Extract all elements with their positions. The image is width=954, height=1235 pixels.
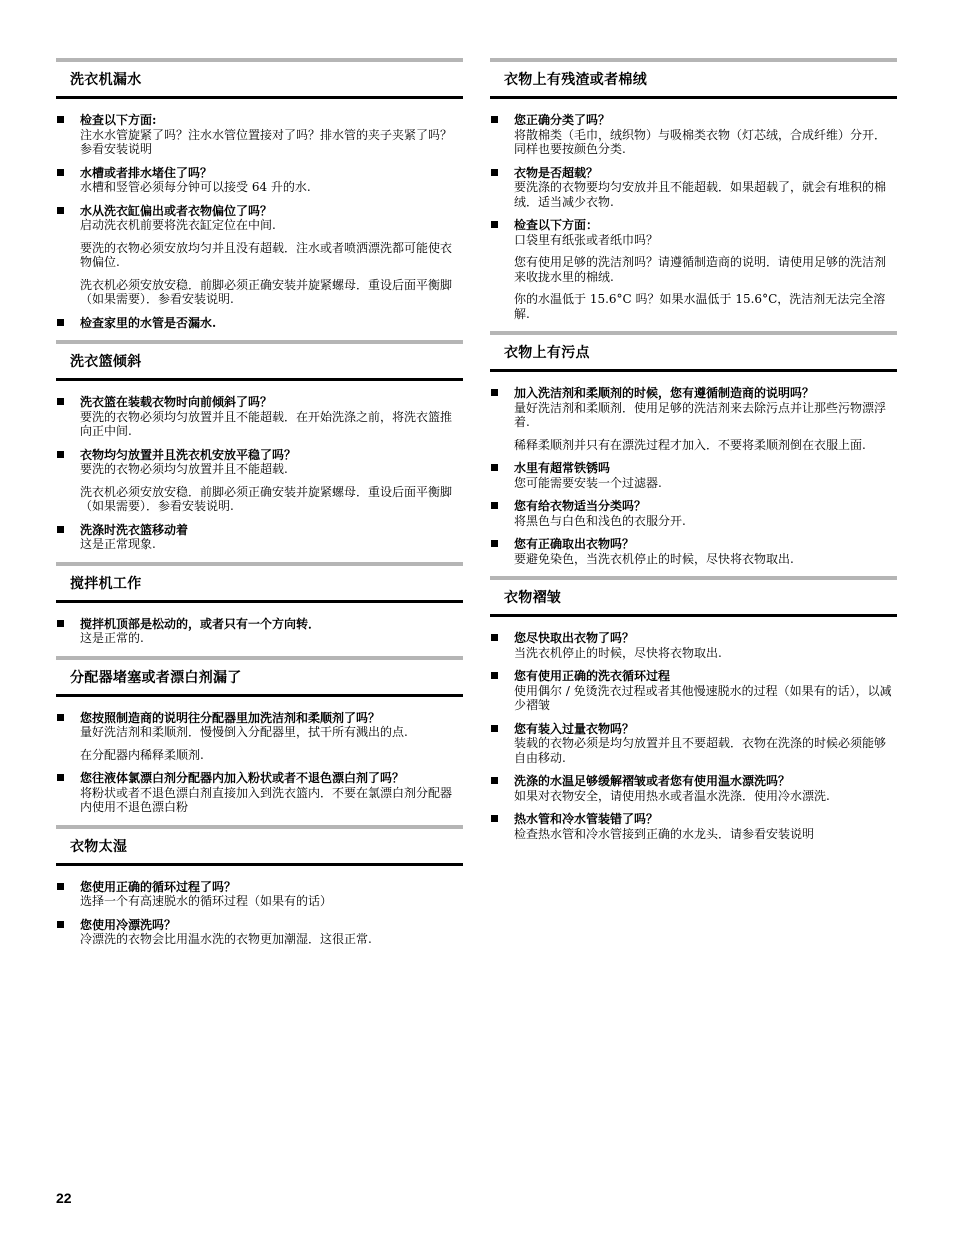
square-bullet-icon <box>491 502 498 509</box>
item-answer: 口袋里有纸张或者纸巾吗？ <box>514 232 659 247</box>
item-question: 您往液体氯漂白剂分配器内加入粉状或者不退色漂白剂了吗？ <box>80 771 405 785</box>
section-title: 搅拌机工作 <box>70 575 142 592</box>
square-bullet-icon <box>491 815 498 822</box>
section-header <box>56 58 463 99</box>
troubleshooting-section <box>56 340 463 552</box>
square-bullet-icon <box>491 389 498 396</box>
square-bullet-icon <box>491 725 498 732</box>
list-item <box>490 631 897 660</box>
item-answer: 冷漂洗的衣物会比用温水洗的衣物更加潮湿．这很正常. <box>80 932 372 946</box>
item-question: 水从洗衣缸偏出或者衣物偏位了吗？ <box>80 203 273 218</box>
item-question: 您按照制造商的说明往分配器里加洗洁剂和柔顺剂了吗？ <box>80 710 381 725</box>
item-question: 加入洗洁剂和柔顺剂的时候，您有遵循制造商的说明吗？ <box>514 386 815 400</box>
list-item <box>56 316 463 331</box>
item-answer: 洗衣机必须安放安稳．前脚必须正确安装并旋紧螺母．重设后面平衡脚（如果需要）．参看安装说明. <box>80 277 453 306</box>
item-answer: 稀释柔顺剂并只有在漂洗过程才加入．不要将柔顺剂倒在衣服上面. <box>514 437 866 452</box>
item-question: 您使用冷漂洗吗？ <box>80 917 177 932</box>
troubleshooting-section <box>56 825 463 947</box>
list-item <box>56 113 463 157</box>
list-item <box>56 204 463 307</box>
section-header <box>490 58 897 99</box>
item-answer: 这是正常的. <box>80 631 144 645</box>
list-item <box>56 395 463 439</box>
list-item <box>56 771 463 815</box>
list-item <box>490 812 897 841</box>
section-title: 衣物上有残渣或者棉绒 <box>504 72 647 88</box>
item-question: 洗衣篮在装载衣物时向前倾斜了吗？ <box>80 395 273 409</box>
square-bullet-icon <box>57 116 64 123</box>
section-header <box>56 656 463 697</box>
item-answer: 将黑色与白色和浅色的衣服分开. <box>514 513 686 528</box>
square-bullet-icon <box>57 319 64 326</box>
list-item <box>490 218 897 321</box>
left-column <box>56 58 463 957</box>
item-question: 热水管和冷水管装错了吗？ <box>514 812 659 826</box>
square-bullet-icon <box>491 672 498 679</box>
item-answer: 您可能需要安装一个过滤器. <box>514 475 662 490</box>
item-answer: 启动洗衣机前要将洗衣缸定位在中间. <box>80 218 276 232</box>
item-answer: 量好洗洁剂和柔顺剂．慢慢倒入分配器里，拭干所有溅出的点. <box>80 725 408 739</box>
section-header <box>56 340 463 381</box>
item-answer: 当洗衣机停止的时候，尽快将衣物取出. <box>514 645 722 660</box>
list-item <box>490 386 897 452</box>
list-item <box>490 113 897 157</box>
troubleshooting-section <box>56 656 463 815</box>
item-answer: 要避免染色，当洗衣机停止的时候，尽快将衣物取出. <box>514 551 794 566</box>
item-answer: 要洗的衣物必须均匀放置并且不能超载. <box>80 462 288 476</box>
square-bullet-icon <box>57 714 64 721</box>
item-answer: 要洗的衣物必须安放均匀并且没有超载．注水或者喷洒漂洗都可能使衣物偏位. <box>80 240 453 269</box>
item-answer: 要洗涤的衣物要均匀安放并且不能超载．如果超载了，就会有堆积的棉绒．适当减少衣物. <box>514 180 887 209</box>
item-question: 您使用正确的循环过程了吗？ <box>80 879 237 894</box>
right-column <box>490 58 897 851</box>
section-title: 洗衣篮倾斜 <box>70 354 142 370</box>
page-number: 22 <box>56 1190 72 1206</box>
square-bullet-icon <box>57 169 64 176</box>
section-title: 衣物太湿 <box>70 838 128 855</box>
item-question: 水里有超常铁锈吗 <box>514 461 611 475</box>
section-header <box>56 825 463 866</box>
square-bullet-icon <box>57 207 64 214</box>
item-answer: 将粉状或者不退色漂白剂直接加入到洗衣篮内．不要在氯漂白剂分配器内使用不退色漂白粉 <box>80 785 453 814</box>
square-bullet-icon <box>491 464 498 471</box>
item-answer: 您有使用足够的洗洁剂吗？请遵循制造商的说明．请使用足够的洗洁剂来收拢水里的棉绒. <box>514 255 887 284</box>
section-title: 分配器堵塞或者漂白剂漏了 <box>70 669 242 686</box>
item-answer: 量好洗洁剂和柔顺剂．使用足够的洗洁剂来去除污点并让那些污物漂浮着. <box>514 400 887 429</box>
item-question: 您有给衣物适当分类吗？ <box>514 499 647 513</box>
item-question: 搅拌机顶部是松动的，或者只有一个方向转． <box>80 616 321 631</box>
item-question: 您有使用正确的洗衣循环过程 <box>514 669 671 683</box>
square-bullet-icon <box>57 620 64 627</box>
list-item <box>490 499 897 528</box>
list-item <box>56 523 463 552</box>
item-answer: 如果对衣物安全，请使用热水或者温水洗涤．使用冷水漂洗. <box>514 788 830 803</box>
item-answer: 洗衣机必须安放安稳．前脚必须正确安装并旋紧螺母．重设后面平衡脚（如果需要）．参看安装说明. <box>80 484 453 513</box>
item-answer: 选择一个有高速脱水的循环过程（如果有的话） <box>80 894 333 908</box>
troubleshooting-section <box>56 58 463 330</box>
troubleshooting-section <box>56 562 463 646</box>
item-question: 您正确分类了吗？ <box>514 113 611 127</box>
square-bullet-icon <box>491 221 498 228</box>
list-item <box>490 461 897 490</box>
section-header <box>490 331 897 372</box>
square-bullet-icon <box>57 451 64 458</box>
square-bullet-icon <box>491 169 498 176</box>
item-answer: 水槽和竖管必须每分钟可以接受 64 升的水. <box>80 180 311 194</box>
section-header <box>56 562 463 603</box>
item-answer: 使用偶尔 / 免烫洗衣过程或者其他慢速脱水的过程（如果有的话），以减少褶皱 <box>514 683 892 712</box>
square-bullet-icon <box>57 526 64 533</box>
list-item <box>56 448 463 514</box>
list-item <box>56 711 463 763</box>
section-title: 衣物褶皱 <box>504 590 562 606</box>
list-item <box>490 722 897 766</box>
list-item <box>56 166 463 195</box>
list-item <box>56 918 463 947</box>
item-answer: 将散棉类（毛巾，绒织物）与吸棉类衣物（灯芯绒，合成纤维）分开．同样也要按颜色分类. <box>514 127 887 156</box>
item-question: 水槽或者排水堵住了吗？ <box>80 165 213 180</box>
item-question: 您尽快取出衣物了吗？ <box>514 631 635 645</box>
item-question: 检查以下方面: <box>80 113 157 127</box>
item-question: 您有装入过量衣物吗？ <box>514 721 635 736</box>
square-bullet-icon <box>57 921 64 928</box>
list-item <box>490 669 897 713</box>
troubleshooting-section <box>490 58 897 321</box>
item-question: 洗涤的水温足够缓解褶皱或者您有使用温水漂洗吗？ <box>514 774 791 788</box>
square-bullet-icon <box>491 116 498 123</box>
item-question: 洗涤时洗衣篮移动着 <box>80 522 189 537</box>
item-answer: 这是正常现象. <box>80 537 156 551</box>
list-item <box>490 537 897 566</box>
troubleshooting-section <box>490 576 897 841</box>
list-item <box>56 617 463 646</box>
item-question: 检查以下方面： <box>514 218 599 232</box>
list-item <box>490 166 897 210</box>
square-bullet-icon <box>491 634 498 641</box>
item-question: 检查家里的水管是否漏水. <box>80 315 217 330</box>
item-question: 您有正确取出衣物吗？ <box>514 537 635 551</box>
square-bullet-icon <box>57 774 64 781</box>
square-bullet-icon <box>57 398 64 405</box>
square-bullet-icon <box>57 883 64 890</box>
troubleshooting-section <box>490 331 897 566</box>
item-answer: 注水水管旋紧了吗？注水水管位置接对了吗？排水管的夹子夹紧了吗？参看安装说明 <box>80 127 453 156</box>
item-answer: 在分配器内稀释柔顺剂. <box>80 747 204 762</box>
item-answer: 要洗的衣物必须均匀放置并且不能超载．在开始洗涤之前，将洗衣篮推向正中间. <box>80 409 453 438</box>
section-title: 衣物上有污点 <box>504 345 590 361</box>
section-title: 洗衣机漏水 <box>70 72 142 88</box>
list-item <box>56 880 463 909</box>
square-bullet-icon <box>491 777 498 784</box>
list-item <box>490 774 897 803</box>
item-answer: 你的水温低于 15.6°C 吗？如果水温低于 15.6°C，洗洁剂无法完全溶解. <box>514 292 886 321</box>
section-header <box>490 576 897 617</box>
item-question: 衣物是否超载？ <box>514 165 599 180</box>
square-bullet-icon <box>491 540 498 547</box>
item-question: 衣物均匀放置并且洗衣机安放平稳了吗？ <box>80 447 297 462</box>
item-answer: 检查热水管和冷水管接到正确的水龙头．请参看安装说明 <box>514 826 815 841</box>
item-answer: 装载的衣物必须是均匀放置并且不要超载．衣物在洗涤的时候必须能够自由移动. <box>514 736 887 765</box>
